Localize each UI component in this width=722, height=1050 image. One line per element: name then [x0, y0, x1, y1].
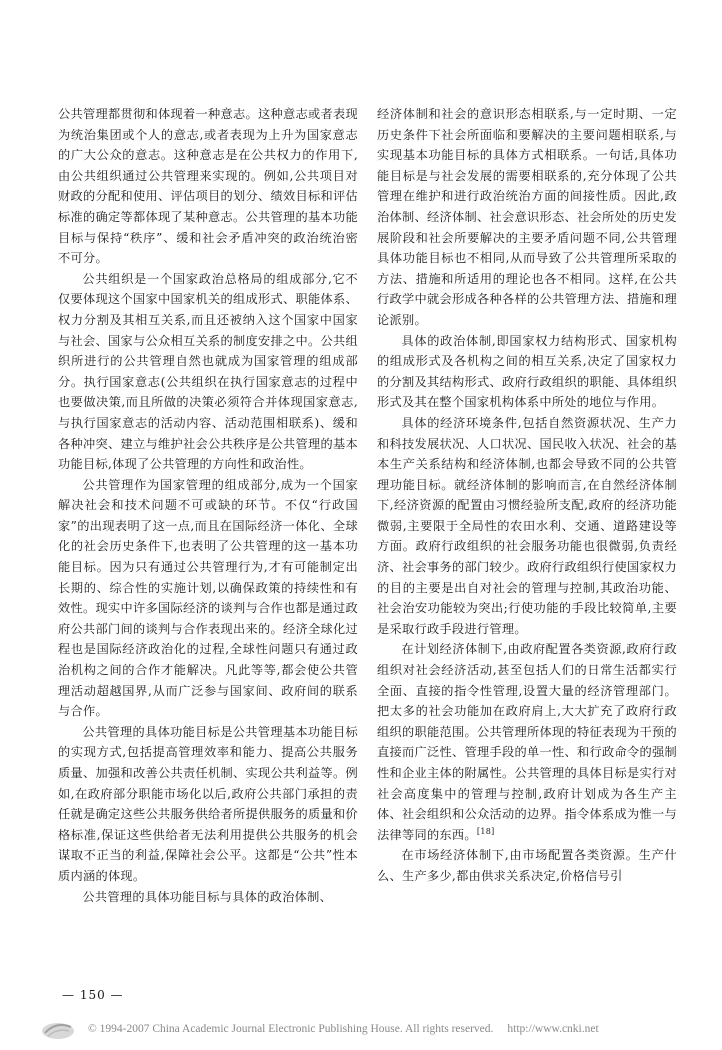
right-column — [377, 104, 677, 887]
paragraph: 公共管理作为国家管理的组成部分,成为一个国家解决社会和技术问题不可或缺的环节。不仅“行政国家”的出现表明了这一点,而且在国际经济一体化、全球化的社会历史条件下,也表明了公共管理的这一基本功能目标。因为只有通过公共管理行为,才有可能制定出长期的、综合性的实施计划,以确保政策的持续性和有效性。现实中许多国际经济的谈判与合作也都是通过政府公共部门间的谈判与合作表现出来的。经济全球化过程也是国际经济政治化的过程,全球性问题只有通过政治机构之间的合作才能解决。凡此等等,都会使公共管理活动超越国界,从而广泛参与国家间、政府间的联系与合作。 — [58, 477, 358, 719]
paragraph-text: 在计划经济体制下,由政府配置各类资源,政府行政组织对社会经济活动,甚至包括人们的日常生活都实行全面、直接的指令性管理,设置大量的经济管理部门。把太多的社会功能加在政府肩上,大大扩充了政府行政组织的职能范围。公共管理所体现的特征表现为干预的直接而广泛性、管理手段的单一性、和行政命令的强制性和企业主体的附属性。公共管理的具体目标是实行对社会高度集中的管理与控制,政府计划成为各生产主体、社会组织和公众活动的边界。指令体系成为惟一与法律等同的东西。 — [377, 642, 677, 842]
paragraph: 公共管理的具体功能目标是公共管理基本功能目标的实现方式,包括提高管理效率和能力、提高公共服务质量、加强和改善公共责任机制、实现公共利益等。例如,在政府部分职能市场化以后,政府公共部门承担的责任就是确定这些公共服务供给者所提供服务的质量和价格标准,保证这些供给者无法利用提供公共服务的机会谋取不正当的利益,保障社会公平。这都是“公共”性本质内涵的体现。 — [58, 724, 358, 883]
paragraph: 在市场经济体制下,由市场配置各类资源。生产什么、生产多少,都由供求关系决定,价格信号引 — [377, 848, 677, 883]
copyright-line — [88, 1023, 599, 1035]
page-number: — 150 — — [62, 988, 124, 1002]
footer-url-link[interactable]: http://www.cnki.net — [507, 1023, 599, 1035]
paragraph — [377, 639, 677, 845]
paragraph: 具体的政治体制,即国家权力结构形式、国家机构的组成形式及各机构之间的相互关系,决定了国家权力的分割及其结构形式、政府行政组织的职能、具体组织形式及其在整个国家机构体系中所处的地位与作用。 — [377, 333, 677, 410]
footer — [0, 1010, 722, 1050]
left-column — [58, 104, 358, 907]
paragraph: 公共管理的具体功能目标与具体的政治体制、 — [82, 889, 333, 904]
cnki-logo-icon — [40, 1018, 76, 1042]
paragraph: 公共组织是一个国家政治总格局的组成部分,它不仅要体现这个国家中国家机关的组成形式、职能体系、权力分割及其相互关系,而且还被纳入这个国家中国家与社会、国家与公众相互关系的制度安排之中。公共组织所进行的公共管理自然也就成为国家管理的组成部分。执行国家意志(公共组织在执行国家意志的过程中也要做决策,而且所做的决策必须符合并体现国家意志,与执行国家意志的活动内容、活动范围相联系)、缓和各种冲突、建立与维护社会公共秩序是公共管理的基本功能目标,体现了公共管理的方向性和政治性。 — [58, 271, 358, 472]
paragraph: 具体的经济环境条件,包括自然资源状况、生产力和科技发展状况、人口状况、国民收入状况、社会的基本生产关系结构和经济体制,也都会导致不同的公共管理功能目标。就经济体制的影响而言,在自然经济体制下,经济资源的配置由习惯经验所支配,政府的经济功能微弱,主要限于全局性的农田水利、交通、道路建设等方面。政府行政组织的社会服务功能也很微弱,负责经济、社会事务的部门较少。政府行政组织行使国家权力的目的主要是出自对社会的管理与控制,其政治功能、社会治安功能较为突出;行使功能的手段比较简单,主要是采取行政手段进行管理。 — [377, 415, 677, 636]
paragraph: 公共管理都贯彻和体现着一种意志。这种意志或者表现为统治集团或个人的意志,或者表现为上升为国家意志的广大公众的意志。这种意志是在公共权力的作用下,由公共组织通过公共管理来实现的。例如,公共项目对财政的分配和使用、评估项目的划分、绩效目标和评估标准的确定等都体现了某种意志。公共管理的基本功能目标与保持“秩序”、缓和社会矛盾冲突的政治统治密不可分。 — [58, 107, 358, 266]
paragraph: 经济体制和社会的意识形态相联系,与一定时期、一定历史条件下社会所面临和要解决的主要问题相联系,与实现基本功能目标的具体方式相联系。一句话,具体功能目标是与社会发展的需要相联系的,充分体现了公共管理在维护和进行政治统治方面的间接性质。因此,政治体制、经济体制、社会意识形态、社会所处的历史发展阶段和社会所要解决的主要矛盾问题不同,公共管理具体功能目标也不相同,从而导致了公共管理所采取的方法、措施和所适用的理论也各不相同。这样,在公共行政学中就会形成各种各样的公共管理方法、措施和理论派别。 — [377, 107, 677, 327]
citation-marker: [18] — [476, 826, 495, 836]
copyright-text: © 1994-2007 China Academic Journal Electronic Publishing House. All rights reserved. — [88, 1023, 494, 1035]
